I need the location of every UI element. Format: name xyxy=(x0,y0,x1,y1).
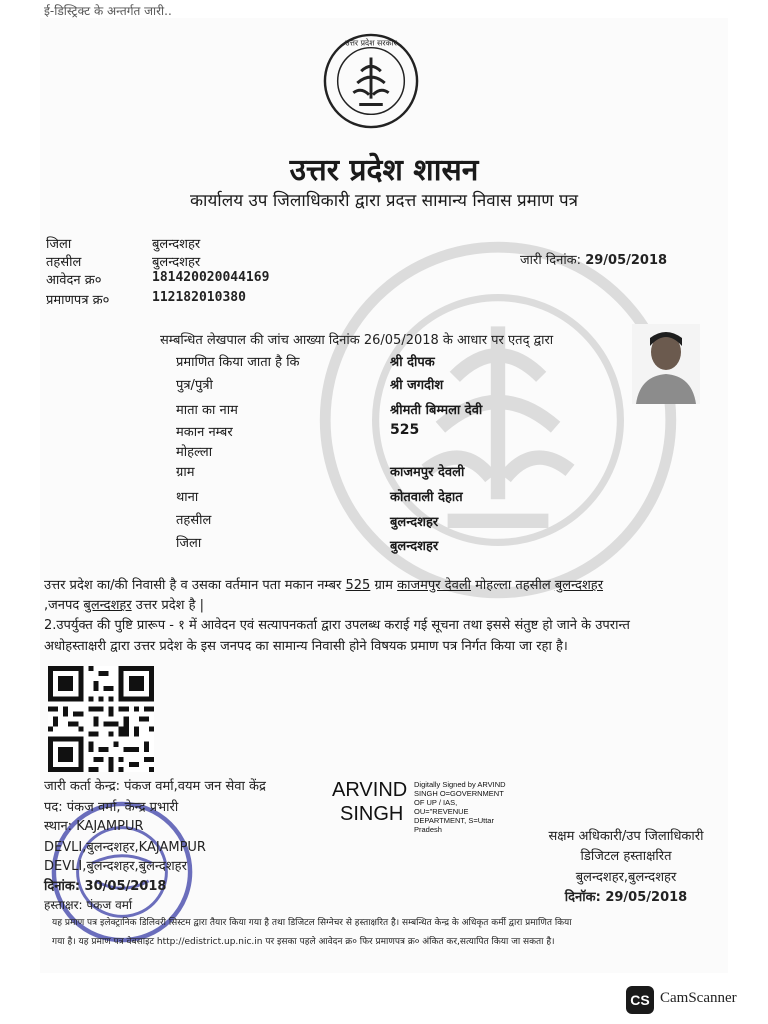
tehsil-row-label: तहसील xyxy=(176,513,212,528)
issue-date-line xyxy=(520,250,667,268)
applicant-name: श्री दीपक xyxy=(390,355,435,370)
house-label: मकान नम्बर xyxy=(176,425,233,440)
house-number: 525 xyxy=(390,422,420,438)
mother-label: माता का नाम xyxy=(176,403,238,418)
confirmation-line2: अधोहस्ताक्षरी द्वारा उत्तर प्रदेश के इस जनपद का सामान्य निवासी होने विषयक प्रमाण पत्र निर्गत किया जा रहा है। xyxy=(44,639,568,654)
signer-first-name: ARVIND xyxy=(332,779,408,801)
emblem-text: उत्तर प्रदेश सरकार xyxy=(345,38,397,48)
residence-text-b: ग्राम xyxy=(370,578,398,593)
centre-date: दिनांक: 30/05/2018 xyxy=(44,879,167,894)
application-number: 181420020044169 xyxy=(152,270,270,285)
authority-location: बुलन्दशहर,बुलन्दशहर xyxy=(575,870,677,885)
emblem-watermark xyxy=(318,240,678,600)
residence-village: काजमपुर देवली xyxy=(397,578,472,593)
tehsil-row-value: बुलन्दशहर xyxy=(390,515,439,530)
authority-digital-signed: डिजिटल हस्ताक्षरित xyxy=(580,849,672,864)
signature-detail-3: OF UP / IAS, xyxy=(414,798,458,807)
residence-district: बुलन्दशहर xyxy=(83,598,132,613)
parent-label: पुत्र/पुत्री xyxy=(176,378,213,393)
residence-text-e: उत्तर प्रदेश है | xyxy=(131,598,205,613)
up-state-emblem xyxy=(322,32,420,130)
authority-title: सक्षम अधिकारी/उप जिलाधिकारी xyxy=(548,829,704,844)
signature-detail-4: OU="REVENUE xyxy=(414,807,469,816)
certified-label: प्रमाणित किया जाता है कि xyxy=(176,355,300,370)
tehsil-label: तहसील xyxy=(46,255,82,270)
mohalla-label: मोहल्ला xyxy=(176,445,213,460)
confirmation-line1: 2.उपर्युक्त की पुष्टि प्रारूप - १ में आवेदन एवं सत्यापनकर्ता द्वारा उपलब्ध कराई गई सूचना तथा इससे संतुष्ट हो जाने के उपरान्त xyxy=(44,618,630,633)
centre-designation: पद: पंकज वर्मा, केन्द्र प्रभारी xyxy=(44,800,179,815)
centre-place: स्थान: KAJAMPUR xyxy=(44,819,144,834)
camscanner-label: CamScanner xyxy=(660,990,737,1006)
residence-house: 525 xyxy=(345,578,371,593)
residence-paragraph-line2 xyxy=(44,595,204,613)
footer-note-line2: गया है। यह प्रमाण पत्र वेबसाइट http://edistrict.up.nic.in पर इसका पहले आवेदन क्र० फिर प्रमाणपत्र क्र० अंकित कर,सत्यापित किया जा सकता है। xyxy=(52,937,555,947)
document-title: उत्तर प्रदेश शासन xyxy=(289,153,479,188)
district-row-label: जिला xyxy=(176,536,202,551)
district-value: बुलन्दशहर xyxy=(152,237,201,252)
issue-date-label: जारी दिनांक: xyxy=(520,253,582,268)
certificate-number: 112182010380 xyxy=(152,290,246,305)
applicant-photo xyxy=(632,324,700,404)
village-label: ग्राम xyxy=(176,465,195,480)
signature-detail-6: Pradesh xyxy=(414,825,442,834)
thana-name: कोतवाली देहात xyxy=(390,490,463,505)
residence-text-c: मोहल्ला तहसील xyxy=(471,578,555,593)
issuing-centre: जारी कर्ता केन्द्र: पंकज वर्मा,वयम जन सेवा केंद्र xyxy=(44,779,266,794)
camscanner-logo-icon: CS xyxy=(626,986,654,1014)
mother-name: श्रीमती बिम्मला देवी xyxy=(390,403,483,418)
signature-detail-1: Digitally Signed by ARVIND xyxy=(414,780,506,789)
residence-tehsil: बुलन्दशहर xyxy=(554,578,604,593)
verification-intro: सम्बन्धित लेखपाल की जांच आख्या दिनांक 26/05/2018 के आधार पर एतद् द्वारा xyxy=(160,333,554,348)
issue-date: 29/05/2018 xyxy=(585,253,668,268)
district-label: जिला xyxy=(46,237,72,252)
certificate-label: प्रमाणपत्र क्र० xyxy=(46,293,110,308)
tehsil-value: बुलन्दशहर xyxy=(152,255,201,270)
digital-signer-name xyxy=(332,778,407,826)
application-label: आवेदन क्र० xyxy=(46,273,102,288)
centre-signature: हस्ताक्षर: पंकज वर्मा xyxy=(44,898,133,912)
residence-text-d: ,जनपद xyxy=(44,598,84,613)
thana-label: थाना xyxy=(176,490,199,505)
footer-note-line1: यह प्रमाण पत्र इलेक्ट्रानिक डिलिवरी सिस्टम द्वारा तैयार किया गया है तथा डिजिटल सिग्नेचर से हस्ताक्षरित है। सम्बन्धित केन्द्र के अधिकृत कर्मी द्वारा प्रमाणित किया xyxy=(52,918,572,928)
signer-last-name: SINGH xyxy=(340,803,404,825)
centre-address-2: DEVLI,बुलन्दशहर,बुलन्दशहर xyxy=(44,859,187,874)
digital-signature-details xyxy=(414,780,506,834)
top-note: ई-डिस्ट्रिक्ट के अन्तर्गत जारी.. xyxy=(44,4,172,18)
village-name: काजमपुर देवली xyxy=(390,465,465,480)
signature-detail-2: SINGH O=GOVERNMENT xyxy=(414,789,504,798)
document-subtitle: कार्यालय उप जिलाधिकारी द्वारा प्रदत्त सामान्य निवास प्रमाण पत्र xyxy=(189,191,578,211)
residence-text-a: उत्तर प्रदेश का/की निवासी है व उसका वर्तमान पता मकान नम्बर xyxy=(44,578,346,593)
qr-code xyxy=(48,666,154,772)
residence-paragraph xyxy=(44,575,603,593)
centre-address-1: DEVLI,बुलन्दशहर,KAJAMPUR xyxy=(44,840,206,855)
parent-name: श्री जगदीश xyxy=(390,378,444,393)
authority-date: दिनॉक: 29/05/2018 xyxy=(564,890,688,905)
signature-detail-5: DEPARTMENT, S=Uttar xyxy=(414,816,494,825)
district-row-value: बुलन्दशहर xyxy=(390,539,439,554)
